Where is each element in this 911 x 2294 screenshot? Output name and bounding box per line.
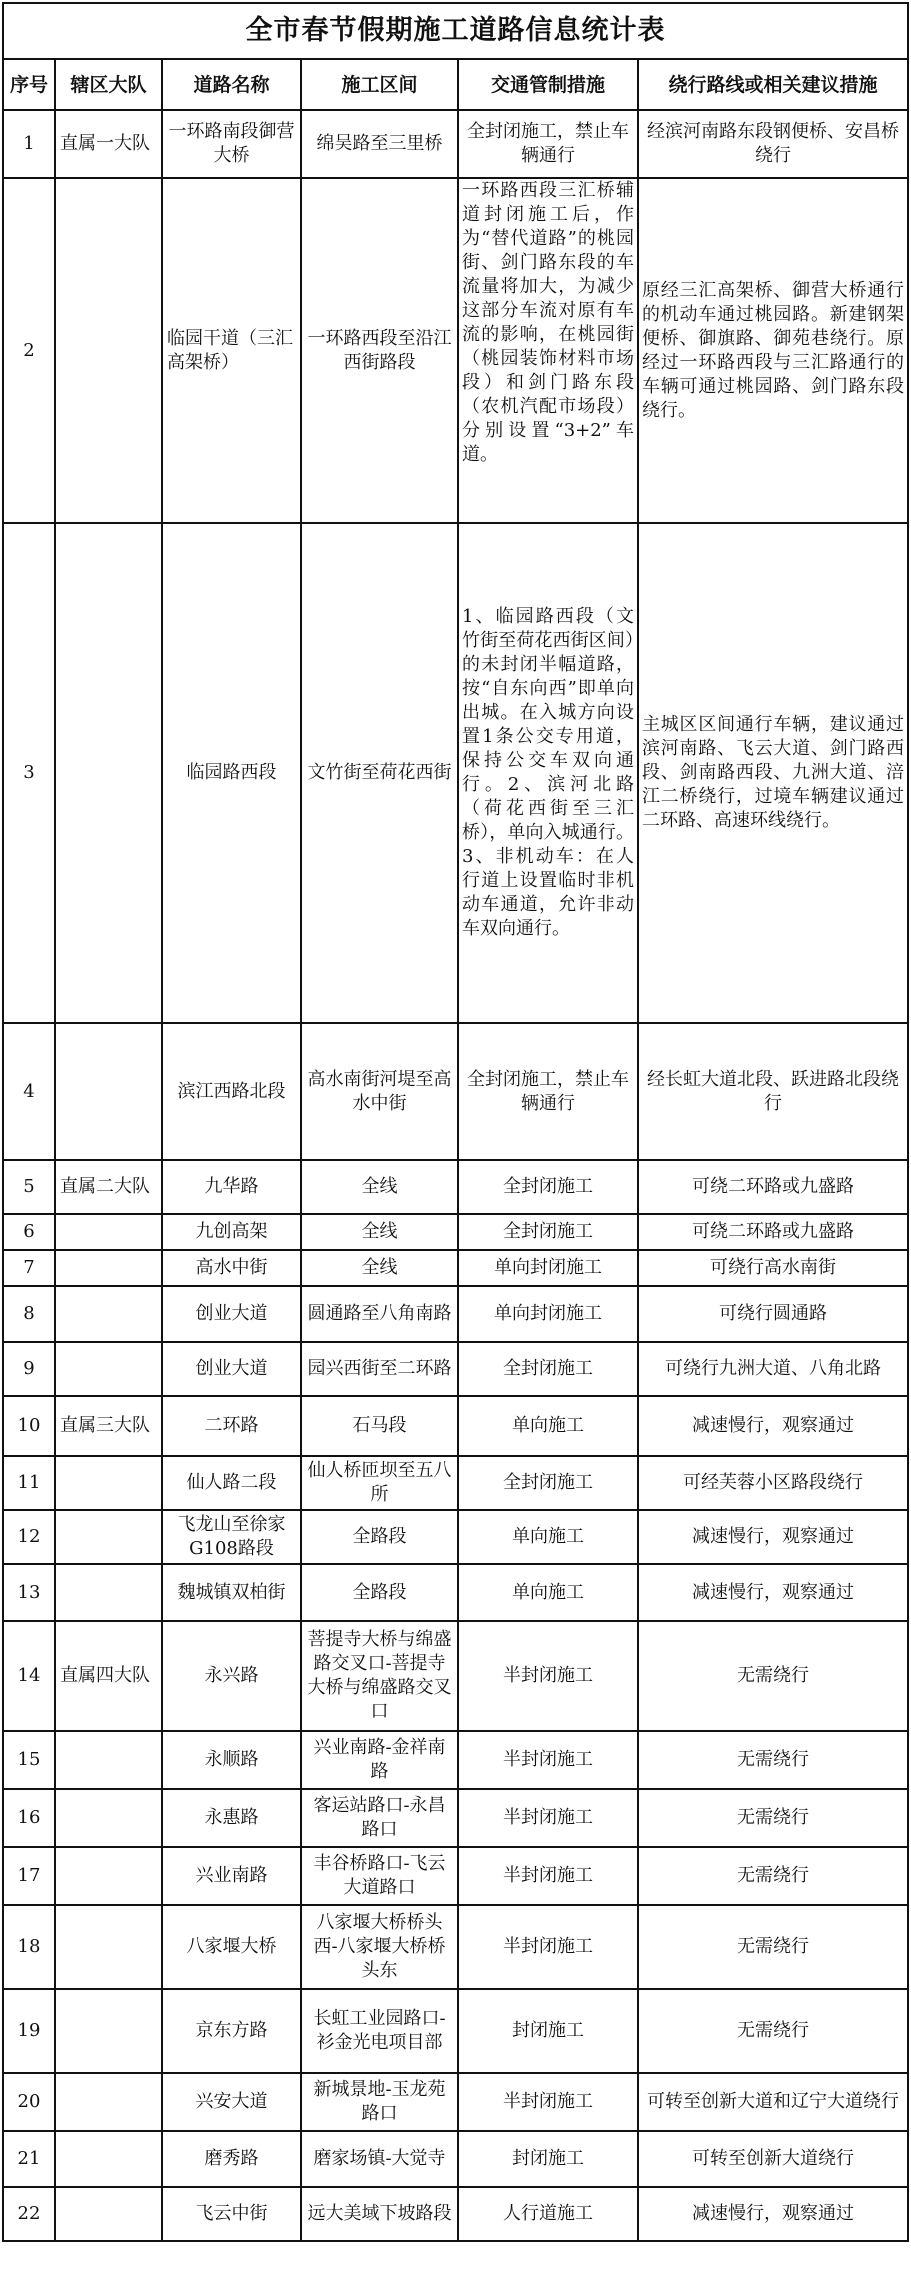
cell-section: 文竹街至荷花西街 — [301, 523, 458, 1023]
cell-road: 临园路西段 — [162, 523, 301, 1023]
cell-control: 全封闭施工 — [458, 1214, 638, 1250]
cell-section: 八家堰大桥桥头西-八家堰大桥桥头东 — [301, 1905, 458, 1989]
cell-section: 石马段 — [301, 1396, 458, 1456]
cell-road: 永兴路 — [162, 1621, 301, 1731]
cell-unit — [55, 1847, 162, 1905]
cell-detour: 经滨河南路东段钢便桥、安昌桥绕行 — [638, 110, 908, 178]
cell-section: 新城景地-玉龙苑路口 — [301, 2073, 458, 2131]
cell-road: 永惠路 — [162, 1789, 301, 1847]
cell-section: 全线 — [301, 1160, 458, 1214]
cell-unit — [55, 1286, 162, 1342]
cell-detour: 减速慢行，观察通过 — [638, 1396, 908, 1456]
cell-detour: 经长虹大道北段、跃进路北段绕行 — [638, 1023, 908, 1160]
table-row — [3, 1160, 908, 1214]
cell-section: 兴业南路-金祥南路 — [301, 1731, 458, 1789]
cell-no: 19 — [3, 1989, 55, 2073]
header-section: 施工区间 — [301, 59, 458, 110]
cell-control: 单向封闭施工 — [458, 1286, 638, 1342]
cell-section: 全线 — [301, 1250, 458, 1286]
cell-no: 5 — [3, 1160, 55, 1214]
cell-no: 11 — [3, 1456, 55, 1510]
cell-detour: 可绕二环路或九盛路 — [638, 1160, 908, 1214]
cell-detour: 可绕行九洲大道、八角北路 — [638, 1342, 908, 1396]
cell-section: 丰谷桥路口-飞云大道路口 — [301, 1847, 458, 1905]
cell-detour: 可经芙蓉小区路段绕行 — [638, 1456, 908, 1510]
cell-detour: 可转至创新大道和辽宁大道绕行 — [638, 2073, 908, 2131]
cell-road: 京东方路 — [162, 1989, 301, 2073]
table-row — [3, 1989, 908, 2073]
cell-detour: 无需绕行 — [638, 1621, 908, 1731]
table-row — [3, 1905, 908, 1989]
cell-unit — [55, 1023, 162, 1160]
cell-unit: 直属一大队 — [55, 110, 162, 178]
header-detour: 绕行路线或相关建议措施 — [638, 59, 908, 110]
cell-section: 远大美域下坡路段 — [301, 2187, 458, 2241]
cell-road: 九创高架 — [162, 1214, 301, 1250]
cell-control: 单向施工 — [458, 1396, 638, 1456]
cell-no: 18 — [3, 1905, 55, 1989]
cell-no: 14 — [3, 1621, 55, 1731]
cell-section: 圆通路至八角南路 — [301, 1286, 458, 1342]
cell-unit: 直属四大队 — [55, 1621, 162, 1731]
cell-road: 八家堰大桥 — [162, 1905, 301, 1989]
cell-control: 全封闭施工，禁止车辆通行 — [458, 1023, 638, 1160]
cell-control: 半封闭施工 — [458, 2073, 638, 2131]
cell-unit — [55, 2073, 162, 2131]
cell-detour: 无需绕行 — [638, 1731, 908, 1789]
cell-no: 9 — [3, 1342, 55, 1396]
cell-no: 22 — [3, 2187, 55, 2241]
cell-detour: 可转至创新大道绕行 — [638, 2131, 908, 2187]
table-row — [3, 523, 908, 1023]
header-no: 序号 — [3, 59, 55, 110]
table-row — [3, 2187, 908, 2241]
cell-control: 半封闭施工 — [458, 1789, 638, 1847]
title-row — [3, 3, 908, 59]
cell-no: 16 — [3, 1789, 55, 1847]
table-row — [3, 1286, 908, 1342]
cell-section: 长虹工业园路口-衫金光电项目部 — [301, 1989, 458, 2073]
cell-detour: 无需绕行 — [638, 1905, 908, 1989]
cell-road: 仙人路二段 — [162, 1456, 301, 1510]
cell-unit: 直属三大队 — [55, 1396, 162, 1456]
cell-control: 人行道施工 — [458, 2187, 638, 2241]
cell-control: 单向封闭施工 — [458, 1250, 638, 1286]
cell-unit — [55, 1456, 162, 1510]
cell-detour: 主城区区间通行车辆，建议通过滨河南路、飞云大道、剑门路西段、剑南路西段、九洲大道、涪江二桥绕行，过境车辆建议通过二环路、高速环线绕行。 — [638, 523, 908, 1023]
cell-control: 单向施工 — [458, 1564, 638, 1621]
cell-control: 半封闭施工 — [458, 1731, 638, 1789]
cell-road: 永顺路 — [162, 1731, 301, 1789]
cell-unit — [55, 2131, 162, 2187]
cell-control: 封闭施工 — [458, 2131, 638, 2187]
cell-unit — [55, 1250, 162, 1286]
cell-unit — [55, 1510, 162, 1564]
table-row — [3, 2073, 908, 2131]
cell-detour: 减速慢行，观察通过 — [638, 1564, 908, 1621]
cell-road: 滨江西路北段 — [162, 1023, 301, 1160]
cell-unit — [55, 1789, 162, 1847]
cell-road: 创业大道 — [162, 1342, 301, 1396]
table-row — [3, 2131, 908, 2187]
cell-section: 绵吴路至三里桥 — [301, 110, 458, 178]
cell-unit — [55, 1731, 162, 1789]
cell-unit: 直属二大队 — [55, 1160, 162, 1214]
cell-detour: 无需绕行 — [638, 1789, 908, 1847]
table-row — [3, 1847, 908, 1905]
cell-road: 魏城镇双柏街 — [162, 1564, 301, 1621]
cell-road: 一环路南段御营大桥 — [162, 110, 301, 178]
cell-no: 13 — [3, 1564, 55, 1621]
statistics-sheet — [2, 2, 909, 2242]
table-row — [3, 1214, 908, 1250]
cell-unit — [55, 1989, 162, 2073]
table-row — [3, 1621, 908, 1731]
cell-road: 九华路 — [162, 1160, 301, 1214]
cell-detour: 无需绕行 — [638, 1847, 908, 1905]
cell-section: 全线 — [301, 1214, 458, 1250]
cell-no: 3 — [3, 523, 55, 1023]
cell-unit — [55, 2187, 162, 2241]
cell-no: 2 — [3, 178, 55, 523]
cell-control: 单向施工 — [458, 1510, 638, 1564]
cell-section: 园兴西街至二环路 — [301, 1342, 458, 1396]
cell-road: 飞云中街 — [162, 2187, 301, 2241]
cell-section: 全路段 — [301, 1564, 458, 1621]
table-row — [3, 1510, 908, 1564]
cell-road: 高水中街 — [162, 1250, 301, 1286]
cell-control: 全封闭施工 — [458, 1160, 638, 1214]
table-row — [3, 1396, 908, 1456]
cell-control: 半封闭施工 — [458, 1847, 638, 1905]
cell-road: 磨秀路 — [162, 2131, 301, 2187]
cell-detour: 可绕行高水南街 — [638, 1250, 908, 1286]
table-title: 全市春节假期施工道路信息统计表 — [3, 3, 908, 59]
cell-control: 封闭施工 — [458, 1989, 638, 2073]
header-row — [3, 59, 908, 110]
cell-road: 兴安大道 — [162, 2073, 301, 2131]
table-row — [3, 1731, 908, 1789]
cell-control: 全封闭施工 — [458, 1456, 638, 1510]
cell-no: 7 — [3, 1250, 55, 1286]
cell-no: 10 — [3, 1396, 55, 1456]
cell-no: 12 — [3, 1510, 55, 1564]
table-row — [3, 1342, 908, 1396]
table-row — [3, 1564, 908, 1621]
table-row — [3, 110, 908, 178]
cell-unit — [55, 1564, 162, 1621]
cell-no: 21 — [3, 2131, 55, 2187]
cell-no: 6 — [3, 1214, 55, 1250]
cell-detour: 可绕行圆通路 — [638, 1286, 908, 1342]
cell-road: 二环路 — [162, 1396, 301, 1456]
cell-road: 临园干道（三汇高架桥） — [162, 178, 301, 523]
cell-unit — [55, 523, 162, 1023]
construction-roads-table — [2, 2, 909, 2242]
header-road: 道路名称 — [162, 59, 301, 110]
cell-control: 半封闭施工 — [458, 1621, 638, 1731]
table-row — [3, 1250, 908, 1286]
cell-unit — [55, 178, 162, 523]
cell-detour: 可绕二环路或九盛路 — [638, 1214, 908, 1250]
table-row — [3, 1023, 908, 1160]
cell-control: 半封闭施工 — [458, 1905, 638, 1989]
header-unit: 辖区大队 — [55, 59, 162, 110]
cell-section: 一环路西段至沿江西街路段 — [301, 178, 458, 523]
cell-unit — [55, 1342, 162, 1396]
cell-section: 菩提寺大桥与绵盛路交叉口-菩提寺大桥与绵盛路交叉口 — [301, 1621, 458, 1731]
cell-section: 高水南街河堤至高水中街 — [301, 1023, 458, 1160]
table-row — [3, 178, 908, 523]
cell-road: 飞龙山至徐家G108路段 — [162, 1510, 301, 1564]
cell-control: 一环路西段三汇桥辅道封闭施工后，作为“替代道路”的桃园街、剑门路东段的车流量将加大，为减少这部分车流对原有车流的影响，在桃园街（桃园装饰材料市场段）和剑门路东段（农机汽配市场段）分别设置“3+2”车道。 — [458, 178, 638, 523]
cell-section: 仙人桥匝坝至五八所 — [301, 1456, 458, 1510]
cell-control: 全封闭施工，禁止车辆通行 — [458, 110, 638, 178]
cell-no: 8 — [3, 1286, 55, 1342]
cell-road: 创业大道 — [162, 1286, 301, 1342]
header-control: 交通管制措施 — [458, 59, 638, 110]
cell-detour: 减速慢行，观察通过 — [638, 2187, 908, 2241]
cell-no: 17 — [3, 1847, 55, 1905]
cell-control: 1、临园路西段（文竹街至荷花西街区间）的未封闭半幅道路，按“自东向西”即单向出城。在入城方向设置1条公交专用道，保持公交车双向通行。2、滨河北路（荷花西街至三汇桥），单向入城通行。3、非机动车：在人行道上设置临时非机动车通道，允许非动车双向通行。 — [458, 523, 638, 1023]
cell-detour: 无需绕行 — [638, 1989, 908, 2073]
cell-section: 客运站路口-永昌路口 — [301, 1789, 458, 1847]
table-row — [3, 1456, 908, 1510]
cell-section: 全路段 — [301, 1510, 458, 1564]
cell-no: 4 — [3, 1023, 55, 1160]
cell-detour: 原经三汇高架桥、御营大桥通行的机动车通过桃园路。新建钢架便桥、御旗路、御苑巷绕行。原经过一环路西段与三汇路通行的车辆可通过桃园路、剑门路东段绕行。 — [638, 178, 908, 523]
cell-no: 1 — [3, 110, 55, 178]
cell-section: 磨家场镇-大觉寺 — [301, 2131, 458, 2187]
cell-control: 全封闭施工 — [458, 1342, 638, 1396]
cell-road: 兴业南路 — [162, 1847, 301, 1905]
cell-no: 15 — [3, 1731, 55, 1789]
cell-no: 20 — [3, 2073, 55, 2131]
table-row — [3, 1789, 908, 1847]
cell-unit — [55, 1905, 162, 1989]
cell-unit — [55, 1214, 162, 1250]
cell-detour: 减速慢行，观察通过 — [638, 1510, 908, 1564]
